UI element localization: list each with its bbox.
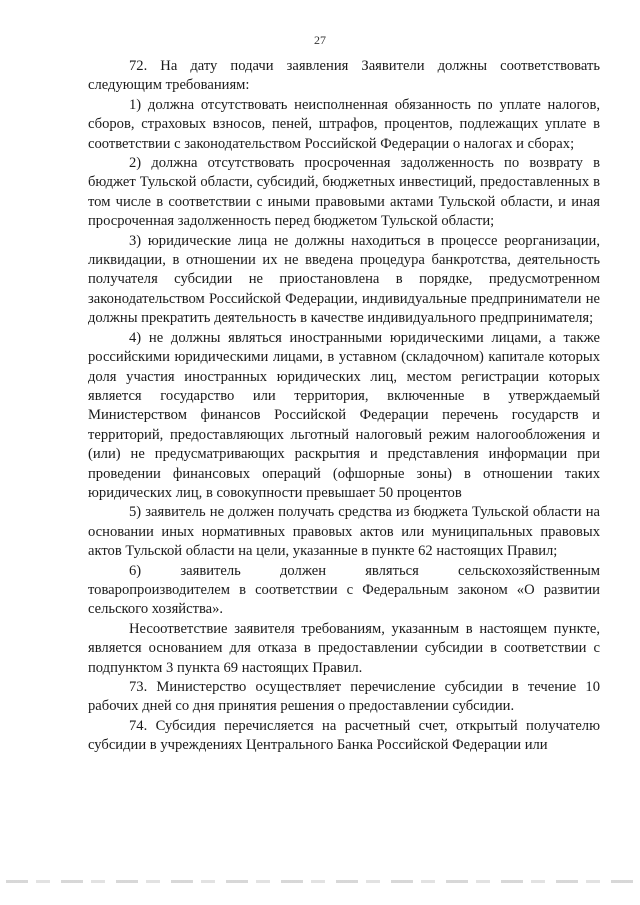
- paragraph-72: 72. На дату подачи заявления Заявители должны соответствовать следующим требованиям:: [88, 58, 600, 94]
- paragraph-item-5: 5) заявитель не должен получать средства из бюджета Тульской области на основании иных нормативных правовых актов или муниципальных правовых актов Тульской области на цели, указанные в пункте 62 настоящих Правил;: [88, 504, 600, 560]
- paragraph-item-3: 3) юридические лица не должны находиться в процессе реорганизации, ликвидации, в отношении их не введена процедура банкротства, деятельность получателя субсидии не приостановлена в порядке, предусмотренном законодательством Российской Федерации, индивидуальные предприниматели не должны прекратить деятельность в качестве индивидуального предпринимателя;: [88, 232, 600, 327]
- paragraph-noncompliance: Несоответствие заявителя требованиям, указанным в настоящем пункте, является основанием для отказа в предоставлении субсидии в соответствии с подпунктом 3 пункта 69 настоящих Правил.: [88, 620, 600, 676]
- scan-artifact-line: [6, 880, 634, 883]
- paragraph-item-6: 6) заявитель должен являться сельскохозяйственным товаропроизводителем в соответствии с Федеральным законом «О развитии сельского хозяйства».: [88, 562, 600, 618]
- paragraph-item-4: 4) не должны являться иностранными юридическими лицами, а также российскими юридическими лицами, в уставном (складочном) капитале которых доля участия иностранных юридических лиц, местом регистрации которых является государство или территория, включенные в утверждаемый Министерством финансов Российской Федерации перечень государств и территорий, предоставляющих льготный налоговый режим налогообложения и (или) не предусматривающих раскрытия и представления информации при проведении финансовых операций (офшорные зоны) в отношении таких юридических лиц, в совокупности превышает 50 процентов: [88, 329, 600, 501]
- paragraph-item-2: 2) должна отсутствовать просроченная задолженность по возврату в бюджет Тульской области, субсидий, бюджетных инвестиций, предоставленных в том числе в соответствии с иными правовыми актами Тульской области, и иная просроченная задолженность перед бюджетом Тульской области;: [88, 155, 600, 230]
- paragraph-item-1: 1) должна отсутствовать неисполненная обязанность по уплате налогов, сборов, страховых взносов, пеней, штрафов, процентов, подлежащих уплате в соответствии с законодательством Российской Федерации о налогах и сборах;: [88, 96, 600, 152]
- paragraph-74: 74. Субсидия перечисляется на расчетный счет, открытый получателю субсидии в учреждениях Центрального Банка Российской Федерации или: [88, 717, 600, 754]
- page-number: 27: [314, 33, 326, 47]
- paragraph-73: 73. Министерство осуществляет перечисление субсидии в течение 10 рабочих дней со дня принятия решения о предоставлении субсидии.: [88, 679, 600, 715]
- document-body: [88, 57, 600, 756]
